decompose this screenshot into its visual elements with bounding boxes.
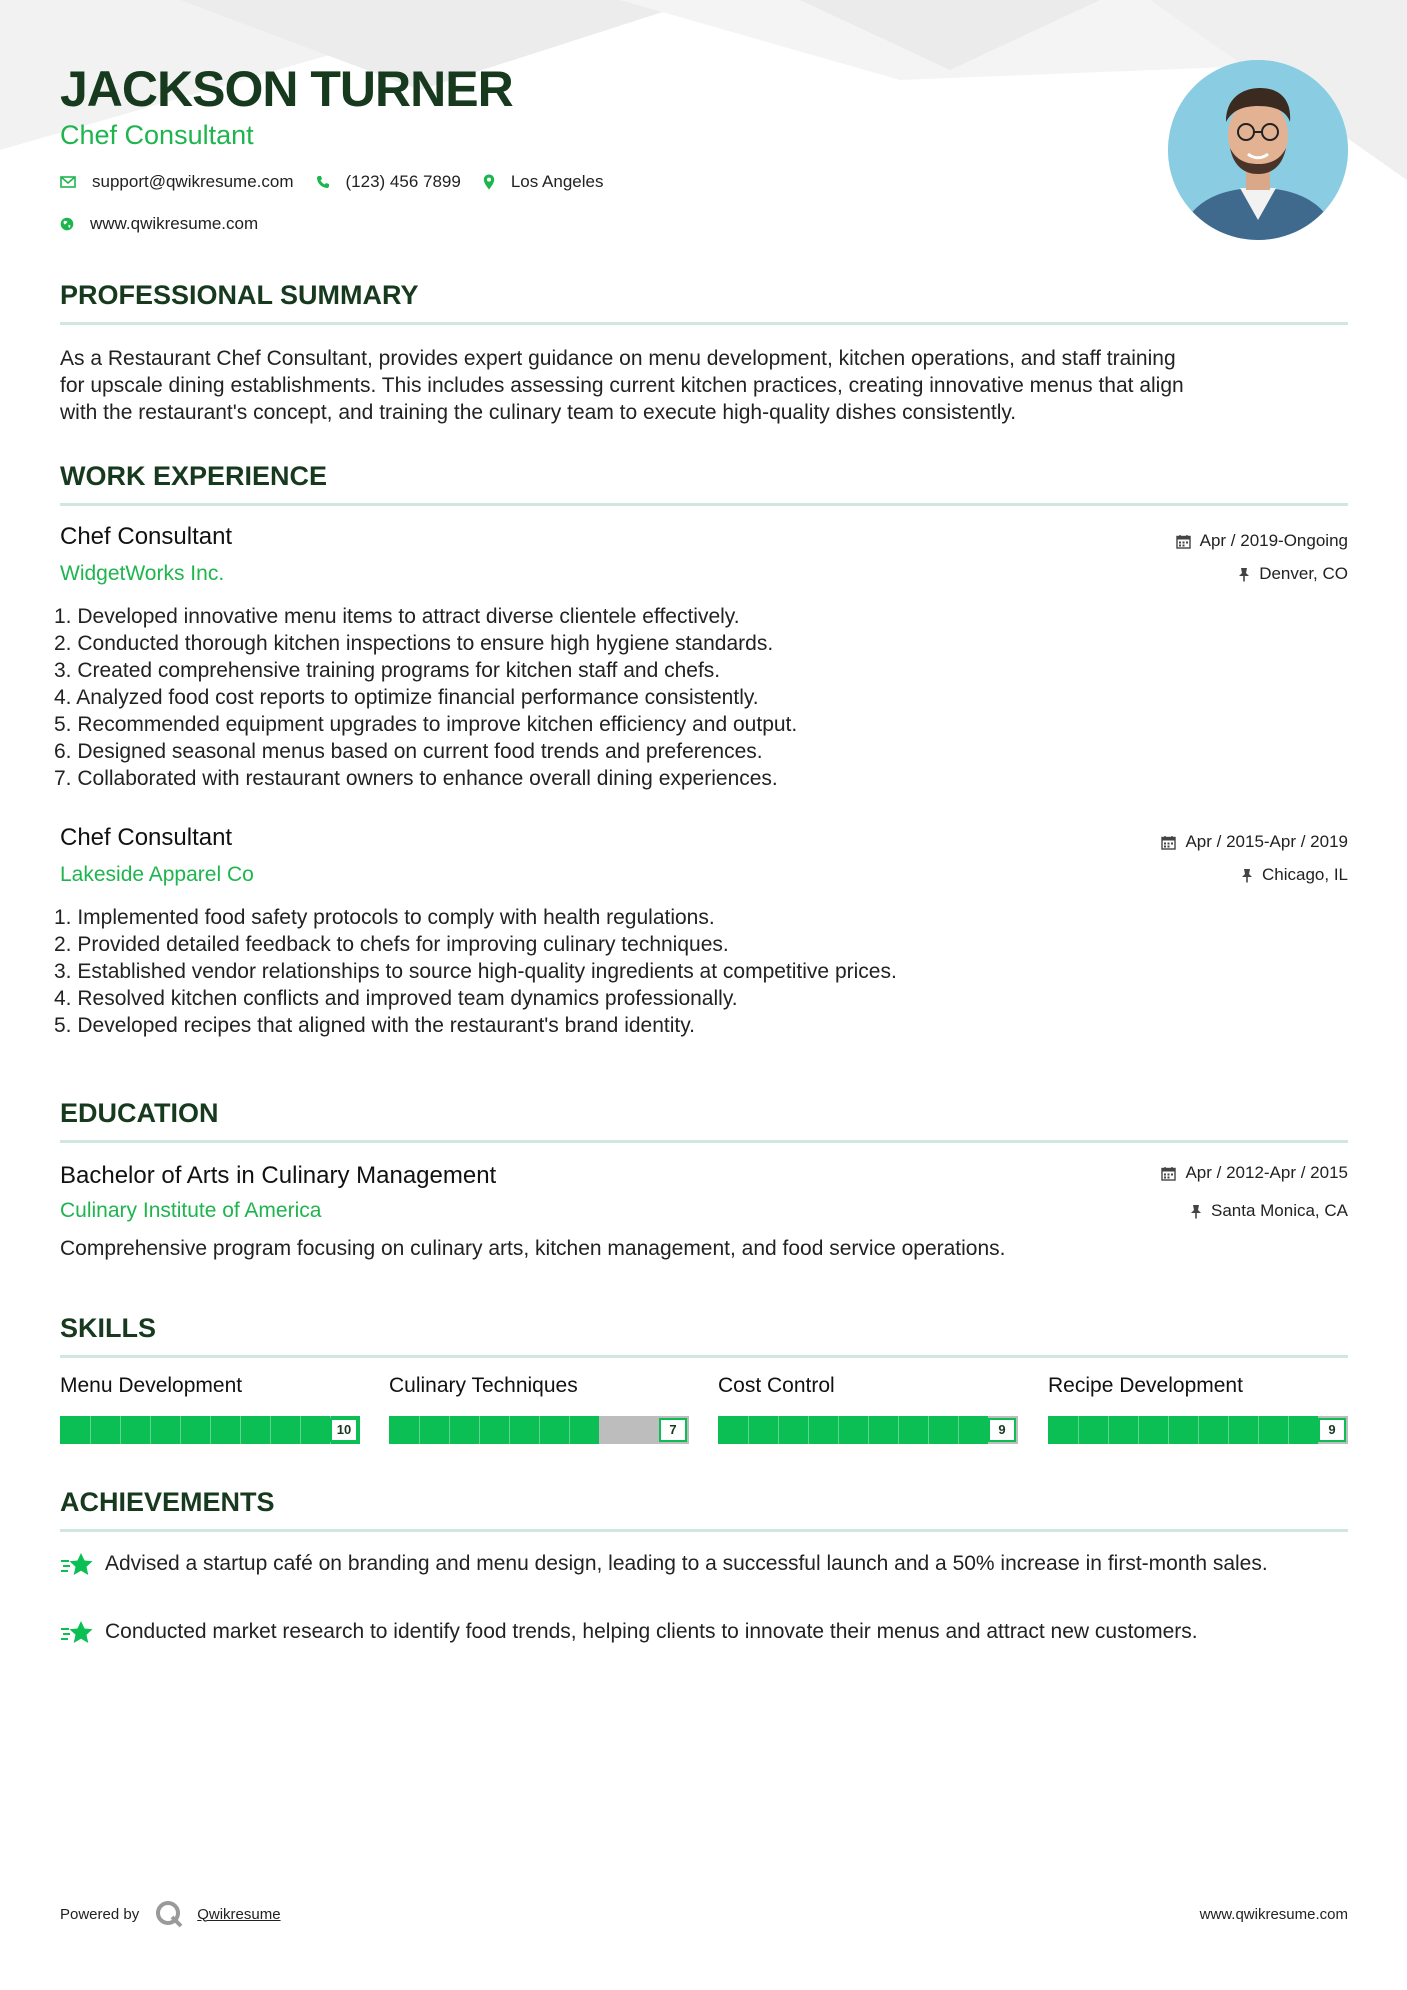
star-icon [60,1552,94,1578]
job-title: Chef Consultant [60,824,233,851]
skill-bar-segment-divider [1228,1416,1229,1444]
contact-website[interactable] [60,214,258,234]
contact-email[interactable] [60,172,294,192]
skill-item [389,1374,689,1444]
envelope-icon [60,176,76,188]
skill-bar [1048,1416,1348,1444]
star-icon [60,1620,94,1646]
skill-level-badge: 9 [988,1418,1016,1442]
section-rule [60,1355,1348,1358]
achievement-item [60,1618,1350,1651]
map-pin-icon [483,174,495,190]
education-degree: Bachelor of Arts in Culinary Management [60,1162,497,1189]
section-rule [60,322,1348,325]
job-company: WidgetWorks Inc. [60,562,225,585]
globe-icon [60,217,74,231]
section-rule [60,1140,1348,1143]
skill-item [718,1374,1018,1444]
summary-line: As a Restaurant Chef Consultant, provides expert guidance on menu development, kitchen operations, and staff training [60,347,1176,370]
skill-level-badge: 10 [330,1418,358,1442]
skill-bar-segment-divider [1078,1416,1079,1444]
skill-name: Cost Control [718,1374,835,1397]
skill-item [60,1374,360,1444]
phone-icon [316,175,330,189]
skill-bar-segment-divider [808,1416,809,1444]
q-logo-icon [155,1900,183,1928]
skill-name: Recipe Development [1048,1374,1243,1397]
contact-website-text: www.qwikresume.com [90,214,259,233]
skill-bar-segment-divider [1258,1416,1259,1444]
skill-bar-segment-divider [868,1416,869,1444]
section-title-experience: WORK EXPERIENCE [60,461,328,491]
list-item: 4. Resolved kitchen conflicts and improved team dynamics professionally. [54,987,738,1010]
pushpin-icon [1190,1204,1202,1219]
skill-bar-segment-divider [300,1416,301,1444]
skill-bar-segment-divider [778,1416,779,1444]
contact-location-text: Los Angeles [510,172,604,191]
skill-bar [389,1416,689,1444]
contact-phone-text: (123) 456 7899 [345,172,461,191]
job-responsibilities [54,603,797,792]
section-title-education: EDUCATION [60,1098,219,1128]
education-location [1190,1201,1348,1221]
list-item: 1. Implemented food safety protocols to comply with health regulations. [54,906,715,929]
list-item: 2. Conducted thorough kitchen inspections to ensure high hygiene standards. [54,632,774,655]
skill-level-badge: 7 [659,1418,687,1442]
skill-bar-segment-divider [180,1416,181,1444]
list-item: 5. Recommended equipment upgrades to improve kitchen efficiency and output. [54,713,798,736]
contact-row-secondary [60,214,280,234]
skill-bar-fill [389,1416,599,1444]
skill-bar [60,1416,360,1444]
summary-text [60,345,1350,426]
skill-bar-segment-divider [449,1416,450,1444]
footer-powered-by [60,1900,281,1928]
list-item: 3. Established vendor relationships to source high-quality ingredients at competitive prices. [54,960,897,983]
summary-line: with the restaurant's concept, and training the culinary team to execute high-quality dishes consistently. [60,401,1017,424]
skill-bar-segment-divider [419,1416,420,1444]
education-school: Culinary Institute of America [60,1199,322,1222]
pushpin-icon [1238,567,1250,582]
list-item: 7. Collaborated with restaurant owners to enhance overall dining experiences. [54,767,778,790]
job-company: Lakeside Apparel Co [60,863,254,886]
skill-bar-segment-divider [569,1416,570,1444]
list-item: 6. Designed seasonal menus based on current food trends and preferences. [54,740,763,763]
job-dates-text: Apr / 2019-Ongoing [1199,531,1348,550]
achievement-item [60,1550,1350,1583]
skill-bar-segment-divider [150,1416,151,1444]
skill-bar-segment-divider [539,1416,540,1444]
skill-bar-segment-divider [928,1416,929,1444]
skill-bar-segment-divider [1198,1416,1199,1444]
skill-bar-segment-divider [898,1416,899,1444]
contact-email-text: support@qwikresume.com [92,172,294,191]
skill-bar-segment-divider [240,1416,241,1444]
calendar-icon [1161,1166,1176,1181]
job-location-text: Denver, CO [1259,564,1348,583]
education-dates [1161,1163,1348,1183]
section-title-summary: PROFESSIONAL SUMMARY [60,280,419,310]
skill-bar-segment-divider [838,1416,839,1444]
skill-bar-segment-divider [1108,1416,1109,1444]
job-dates-text: Apr / 2015-Apr / 2019 [1185,832,1348,851]
powered-by-label: Powered by [60,1905,140,1923]
achievement-icon-wrap [60,1618,105,1651]
education-dates-text: Apr / 2012-Apr / 2015 [1185,1163,1348,1182]
skill-bar-segment-divider [958,1416,959,1444]
skill-bar-segment-divider [479,1416,480,1444]
skill-bar-segment-divider [509,1416,510,1444]
skill-bar-segment-divider [1138,1416,1139,1444]
skill-bar-fill [1048,1416,1318,1444]
education-location-text: Santa Monica, CA [1210,1201,1348,1220]
list-item: 5. Developed recipes that aligned with the restaurant's brand identity. [54,1014,696,1037]
contact-row-primary [60,172,625,192]
candidate-name: JACKSON TURNER [60,61,513,117]
job-dates [1161,832,1348,852]
skill-name: Culinary Techniques [389,1374,578,1397]
section-title-achievements: ACHIEVEMENTS [60,1487,275,1517]
candidate-title: Chef Consultant [60,120,254,150]
skill-name: Menu Development [60,1374,243,1397]
section-rule [60,1529,1348,1532]
qwikresume-link[interactable]: Qwikresume [197,1905,281,1923]
education-description: Comprehensive program focusing on culinary arts, kitchen management, and food service operations. [60,1237,1006,1260]
skill-bar-segment-divider [1168,1416,1169,1444]
job-responsibilities [54,904,897,1039]
achievement-text: Conducted market research to identify food trends, helping clients to innovate their menus and attract new customers. [105,1620,1198,1643]
profile-photo [1168,60,1348,240]
job-title: Chef Consultant [60,523,233,550]
section-title-skills: SKILLS [60,1313,157,1343]
contact-location [483,172,604,192]
skill-bar-fill [718,1416,988,1444]
pushpin-icon [1241,868,1253,883]
job-dates [1176,531,1348,551]
contact-phone[interactable] [316,172,461,192]
skill-bar-segment-divider [748,1416,749,1444]
section-rule [60,503,1348,506]
skill-level-badge: 9 [1318,1418,1346,1442]
achievement-text: Advised a startup café on branding and menu design, leading to a successful launch and a 50% increase in first-month sales. [105,1552,1268,1575]
skill-bar-segment-divider [90,1416,91,1444]
list-item: 4. Analyzed food cost reports to optimize financial performance consistently. [54,686,759,709]
job-location-text: Chicago, IL [1262,865,1348,884]
footer-website-link[interactable]: www.qwikresume.com [1199,1906,1348,1923]
skill-bar [718,1416,1018,1444]
job-location [1241,865,1348,885]
calendar-icon [1176,534,1191,549]
calendar-icon [1161,835,1176,850]
skill-bar-segment-divider [270,1416,271,1444]
skill-item [1048,1374,1348,1444]
list-item: 3. Created comprehensive training programs for kitchen staff and chefs. [54,659,721,682]
skill-bar-segment-divider [120,1416,121,1444]
profile-photo-illustration [1168,60,1348,240]
skill-bar-segment-divider [210,1416,211,1444]
list-item: 2. Provided detailed feedback to chefs for improving culinary techniques. [54,933,729,956]
achievement-icon-wrap [60,1550,105,1583]
summary-line: for upscale dining establishments. This includes assessing current kitchen practices, creating innovative menus that align [60,374,1184,397]
skill-bar-segment-divider [1288,1416,1289,1444]
job-location [1238,564,1348,584]
list-item: 1. Developed innovative menu items to attract diverse clientele effectively. [54,605,740,628]
